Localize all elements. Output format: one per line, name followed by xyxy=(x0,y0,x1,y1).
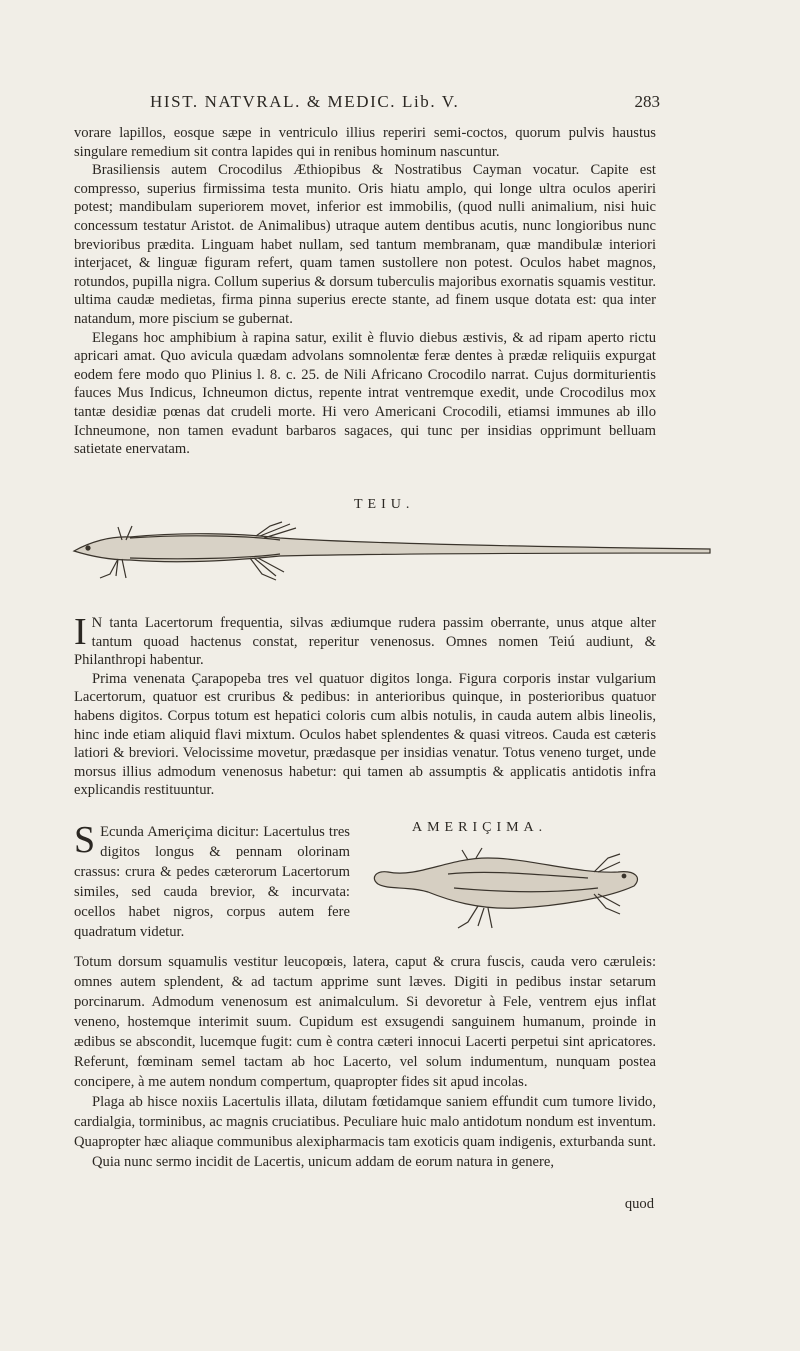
running-title: HIST. NATVRAL. & MEDIC. Lib. V. xyxy=(150,92,460,111)
teiu-lizard-illustration xyxy=(70,518,720,590)
drop-cap: I xyxy=(74,611,87,653)
paragraph-text: N tanta Lacertorum frequentia, silvas ædiumque rudera passim oberrante, unus atque alter tantum quoad hactenus constat, reperitur venenosus. Omnes nomen Teiú audiunt, & Philanthropi habentur. xyxy=(74,615,656,669)
americima-lizard-illustration xyxy=(358,844,658,944)
americima-side-text xyxy=(74,819,350,942)
running-header xyxy=(150,92,660,112)
paragraph: Brasiliensis autem Crocodilus Æthiopibus & Nostratibus Cayman vocatur. Capite est compresso, superius firmissima testa munito. Oris hiatu amplo, qui longe ultra oculos aperiri potest; mandibulam superiorem movet, inferior est immobilis, (quod nulli animalium, nisi huic concessum testatur Aristot. de Animalibus) utraque autem dentibus acutis, nunc longioribus nunc brevioribus prædita. Linguam habet nullam, sed tantum membranam, quæ mandibulæ interiori interjacet, & linguæ figuram refert, quam tamen sustollere non potest. Oculos habet magnos, rotundos, pupilla nigra. Collum superius & dorsum tuberculis majoribus exornatis squamis vestitur. ultima caudæ medietas, firma pinna superius erecte stante, ad finem usque dotata est: qua inter natandum, more piscium se gubernat. xyxy=(74,162,656,327)
page-number: 283 xyxy=(634,92,660,111)
crocodile-section xyxy=(74,124,656,459)
paragraph: Prima venenata Çarapopeba tres vel quatuor digitos longa. Figura corporis instar vulgarium Lacertorum, quatuor est cruribus & pedibus: in anterioribus quinque, in posterioribus quatuor habens digitos. Corpus totum est hepatici coloris cum albis notulis, in cauda autem albis lineolis, hinc inde etiam aliquid flavi mixtum. Oculos habet splendentes & quasi vitreos. Cauda est cæteris latiori & breviori. Velocissime movetur, prædasque per insidias venatur. Totus veneno turget, unde morsus illius admodum venenosus habetur: qui tamen ab assumptis & applicatis antidotis infra explicandis restituuntur. xyxy=(74,670,656,799)
paragraph: Plaga ab hisce noxiis Lacertulis illata, dilutam fœtidamque saniem effundit cum tumore livido, cardialgia, torminibus, ac magnis cruciatibus. Peculiare huic malo antidotum nondum est inventum. Quapropter hæc aliaque communibus alexipharmacis tam exoticis quam indigenis, exturbanda sunt. xyxy=(74,1094,656,1150)
figure-caption-teiu: TEIU. xyxy=(354,497,415,512)
americima-section xyxy=(74,952,656,1172)
teiu-section xyxy=(74,611,656,800)
paragraph: Totum dorsum squamulis vestitur leucopœis, latera, caput & crura fuscis, cauda vero cæruleis: omnes autem splendent, & ad tactum apprime sunt læves. Digiti in pedibus instar setarum porcinarum. Admodum venenosum est animalculum. Si devoretur à Fele, ventrem ejus inflat veneno, hostemque interimit suum. Cupidum est exsugendi sanguinem humanum, proinde in ædibus se abscondit, lucemque fugit: cum è contra cæteri innocui Lacerti perpetui sint apricatores. Referunt, fœminam semel tactam ab hoc Lacerto, vel solum indumentum, nunquam postea concipere, à me autem nondum compertum, quapropter fides sit apud incolas. xyxy=(74,954,656,1090)
paragraph: vorare lapillos, eosque sæpe in ventriculo illius reperiri semi-coctos, quorum pulvis haustus singulare remedium sit contra lapides qui in renibus hominum nascuntur. xyxy=(74,125,656,160)
figure-caption-americima: AMERIÇIMA. xyxy=(412,820,548,835)
catchword: quod xyxy=(624,1196,654,1212)
paragraph: Elegans hoc amphibium à rapina satur, exilit è fluvio diebus æstivis, & ad ripam aperto rictu apricari amat. Quo avicula quædam advolans somnolentæ feræ dentes à prædæ reliquiis expurgat eodem fere modo quo Plinius l. 8. c. 25. de Nili Africano Crocodilo narrat. Cujus dormiturientis fauces Mus Indicus, Ichneumon dictus, repente intrat ventremque exedit, unde Crocodilus mox tantæ desidiæ pœnas dat crudeli morte. Hi vero Americani Crocodili, etiamsi immunes ab illo Ichneumone, non tamen evadunt barbaros sagaces, qui tunc per insidias opprimunt belluam satietate enervatam. xyxy=(74,329,656,458)
paragraph-text: Ecunda Ameriçima dicitur: Lacertulus tres digitos longus & pennam olorinam crassus: crura & pedes cæterorum Lacertorum similes, sed cauda brevior, & incurvata: ocellos habet nigros, corpus autem fere quadratum videtur. xyxy=(74,824,350,940)
drop-cap: S xyxy=(74,819,96,861)
paragraph xyxy=(74,611,656,670)
paragraph: Quia nunc sermo incidit de Lacertis, unicum addam de eorum natura in genere, xyxy=(92,1154,554,1170)
